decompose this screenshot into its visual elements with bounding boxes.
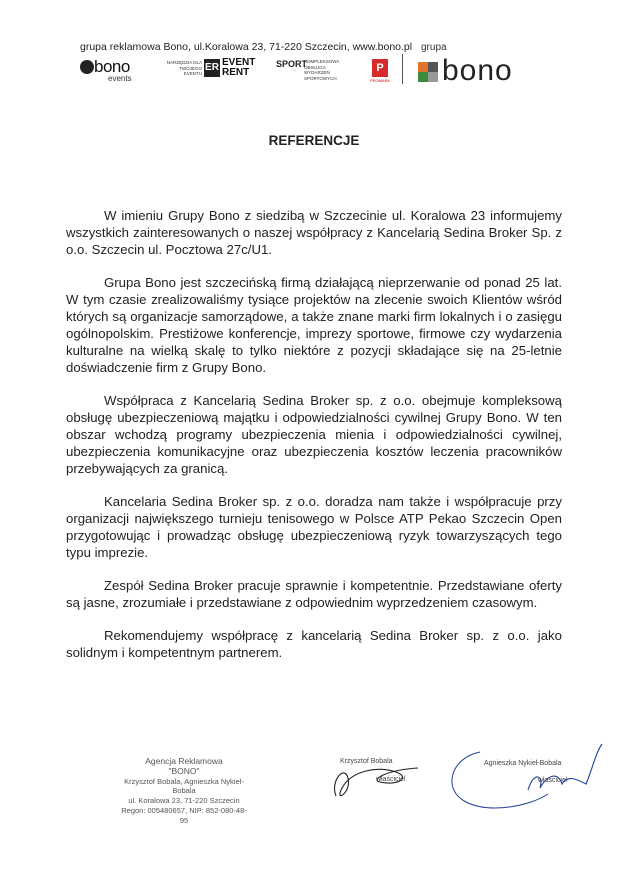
sport-solutions-mark: SPORT xyxy=(276,59,308,69)
sport-solutions-logo xyxy=(276,57,348,85)
paragraph: Rekomendujemy współpracę z kancelarią Sedina Broker sp. z o.o. jako solidnym i kompetentnym partnerem. xyxy=(66,628,562,660)
paragraph: Grupa Bono jest szczecińską firmą działającą nieprzerwanie od ponad 25 lat. W tym czasie zrealizowaliśmy tysiące projektów na zlecenie swoich Klientów wśród których są organizacje samorządowe, a także znane marki firm lokalnych i o zasięgu ogólnopolskim. Prestiżowe konferencje, imprezy sportowe, firmowe czy wydarzenia kulturalne na wielką skalę to tylko niektóre z pozycji składające się na 25-letnie doświadczenie firm z Grupy Bono. xyxy=(66,275,562,375)
promark-mark: P xyxy=(372,59,388,77)
stamp-line: ul. Koralowa 23, 71-220 Szczecin xyxy=(128,796,240,806)
letter-body xyxy=(66,208,562,678)
colored-square-icon xyxy=(418,62,438,82)
event-rent-mark: ER xyxy=(204,59,220,77)
signature-scribble xyxy=(436,740,604,816)
stamp-line: "BONO" xyxy=(168,765,200,776)
signature-name: Krzysztof Bobala xyxy=(340,758,393,765)
stamp-line: Krzysztof Bobala, Agnieszka Nykiel-Bobala xyxy=(124,776,244,796)
sport-solutions-tagline: KOMPLEKSOWA OBSŁUGA WYDARZEŃ SPORTOWYCH xyxy=(304,59,340,81)
group-logo-name: bono xyxy=(442,54,513,87)
stamp-line: Regon: 005480657, NIP: 852-080-48-95 xyxy=(121,805,247,825)
signature-name: Agnieszka Nykiel-Bobala xyxy=(484,760,562,767)
header-address: grupa reklamowa Bono, ul.Koralowa 23, 71-220 Szczecin, www.bono.pl xyxy=(80,41,413,53)
event-rent-line2: RENT xyxy=(222,67,250,78)
promark-logo xyxy=(370,57,394,85)
signature-role: właściciel xyxy=(376,776,406,783)
stamp-line: Agencja Reklamowa xyxy=(145,756,223,766)
promark-name: PROMARK xyxy=(370,78,391,83)
paragraph: Zespół Sedina Broker pracuje sprawnie i kompetentnie. Przedstawiane oferty są jasne, zrozumiałe i przedstawiane z odpowiednim wyprzedzeniem czasowym. xyxy=(66,577,562,610)
paragraph: Współpraca z Kancelarią Sedina Broker sp. z o.o. obejmuje kompleksową obsługę ubezpieczeniową majątku i odpowiedzialności cywilnej Grupy Bono. W ten obszar wchodzą programy ubezpieczenia mienia i odpowiedzialności cywilnej, ubezpieczenia komunikacyjne oraz ubezpieczenia kosztów leczenia pracowników przebywających za granicą. xyxy=(66,392,562,476)
signature-role: właściciel xyxy=(538,777,568,784)
header-divider xyxy=(402,54,403,84)
paragraph: W imieniu Grupy Bono z siedzibą w Szczecinie ul. Koralowa 23 informujemy wszystkich zainteresowanych o naszej współpracy z Kancelarią Sedina Broker Sp. z o.o. Szczecin ul. Pocztowa 27c/U1. xyxy=(66,208,562,257)
paragraph: Kancelaria Sedina Broker sp. z o.o. doradza nam także i współpracuje przy organizacji największego turnieju tenisowego w Polsce ATP Pekao Szczecin Open przygotowując i prowadząc obsługę ubezpieczeniową ryzyk towarzyszących tego typu imprezie. xyxy=(66,493,562,560)
bono-events-name: bono xyxy=(94,57,130,76)
event-rent-logo xyxy=(166,57,258,85)
event-rent-name xyxy=(222,58,255,78)
ball-icon xyxy=(80,60,94,74)
group-logo-label: grupa xyxy=(421,42,447,53)
bono-events-sub: events xyxy=(108,74,132,83)
event-rent-tagline: NARZĘDZIA DLA TWOJEGO EVENTU xyxy=(166,60,202,76)
group-bono-logo xyxy=(418,54,554,88)
page-title: REFERENCJE xyxy=(268,133,360,148)
bono-events-logo xyxy=(80,57,148,85)
company-stamp xyxy=(118,757,250,826)
event-rent-line1: EVENT xyxy=(222,57,256,68)
